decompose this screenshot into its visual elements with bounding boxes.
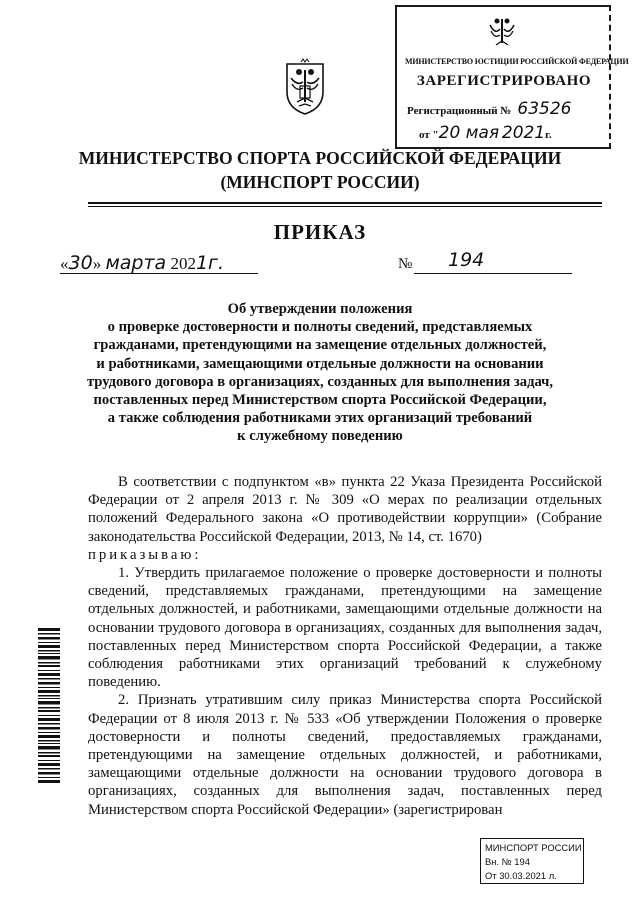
header-divider-thin <box>88 206 602 207</box>
preamble-paragraph: В соответствии с подпунктом «в» пункта 22 Указа Президента Российской Федерации от 2 апреля 2013 г. № 309 «О мерах по реализации отдельных положений Федерального закона «О противодействии коррупции» (Собрание законодательства Российской Федерации, 2013, № 14, ст. 1670) <box>88 474 602 545</box>
stamp-status: ЗАРЕГИСТРИРОВАНО <box>416 73 592 89</box>
date-open-quote: « <box>60 254 69 273</box>
date-year-prefix: 202 <box>170 254 196 273</box>
order-body <box>88 473 602 819</box>
subject-line: Об утверждении положения <box>227 301 413 317</box>
stamp-date-value: 20 мая <box>438 123 500 143</box>
order-subject <box>70 300 570 446</box>
header-divider <box>88 202 602 204</box>
coat-of-arms-icon <box>283 58 327 116</box>
order-word: приказываю: <box>88 546 202 563</box>
order-number-label: № <box>398 256 413 272</box>
ministry-name: МИНИСТЕРСТВО СПОРТА РОССИЙСКОЙ ФЕДЕРАЦИИ <box>78 148 562 168</box>
registration-stamp <box>395 5 629 149</box>
subject-line: трудового договора в организациях, созданных для выполнения задач, <box>86 373 554 390</box>
incoming-stamp-number: Вн. № 194 <box>485 856 530 867</box>
subject-line: о проверке достоверности и полноты сведений, представляемых <box>107 319 533 336</box>
barcode-icon <box>38 628 60 784</box>
stamp-date-line <box>419 123 552 143</box>
date-day: 30 <box>68 252 93 274</box>
subject-line: а также соблюдения работниками этих организаций требований <box>107 410 533 427</box>
subject-line: гражданами, претендующими на замещение отдельных должностей, <box>93 337 547 354</box>
stamp-reg-label: Регистрационный № <box>407 105 512 117</box>
stamp-reg-line <box>407 99 572 119</box>
stamp-ministry: МИНИСТЕРСТВО ЮСТИЦИИ РОССИЙСКОЙ ФЕДЕРАЦИИ <box>405 57 629 66</box>
stamp-emblem-icon <box>487 13 517 51</box>
stamp-date-suffix: г. <box>545 129 552 141</box>
document-type: ПРИКАЗ <box>273 220 367 244</box>
incoming-stamp-date: От 30.03.2021 л. <box>485 870 557 881</box>
number-underline <box>414 273 572 274</box>
ministry-short-name: (МИНСПОРТ РОССИИ) <box>220 172 420 192</box>
order-number-value: 194 <box>448 249 485 271</box>
date-year-suffix: 1г. <box>195 252 225 274</box>
item-2-paragraph: 2. Признать утратившим силу приказ Министерства спорта Российской Федерации от 8 июля 2013 г. № 533 «Об утверждении Положения о проверке достоверности и полноты сведений, предоставляемых гражданами, претендующими на замещение отдельных должностей, и работниками, замещающими отдельные должности на основании трудового договора в организациях, созданных для выполнения задач, поставленных перед Министерством спорта Российской Федерации» (зарегистрирован <box>88 692 602 818</box>
subject-line: к служебному поведению <box>237 428 403 445</box>
item-1-paragraph: 1. Утвердить прилагаемое положение о проверке достоверности и полноты сведений, представляемых гражданами, претендующими на замещение отдельных должностей, и работниками, замещающими отдельные должности на основании трудового договора в организациях, созданных для выполнения задач, поставленных перед Министерством спорта Российской Федерации, а также соблюдения работниками этих организаций требований к служебному поведению. <box>88 565 602 691</box>
incoming-stamp <box>480 838 584 884</box>
date-underline <box>60 273 258 274</box>
date-month: марта <box>105 252 167 274</box>
stamp-date-prefix: от " <box>419 129 439 141</box>
stamp-date-year: 2021 <box>501 123 546 143</box>
order-date <box>60 252 270 274</box>
date-close-quote: » <box>92 254 102 273</box>
subject-line: поставленных перед Министерством спорта Российской Федерации, <box>93 392 547 409</box>
incoming-stamp-org: МИНСПОРТ РОССИИ <box>485 842 582 853</box>
stamp-reg-number: 63526 <box>517 99 572 119</box>
subject-line: и работниками, замещающими отдельные должности на основании <box>96 355 544 372</box>
